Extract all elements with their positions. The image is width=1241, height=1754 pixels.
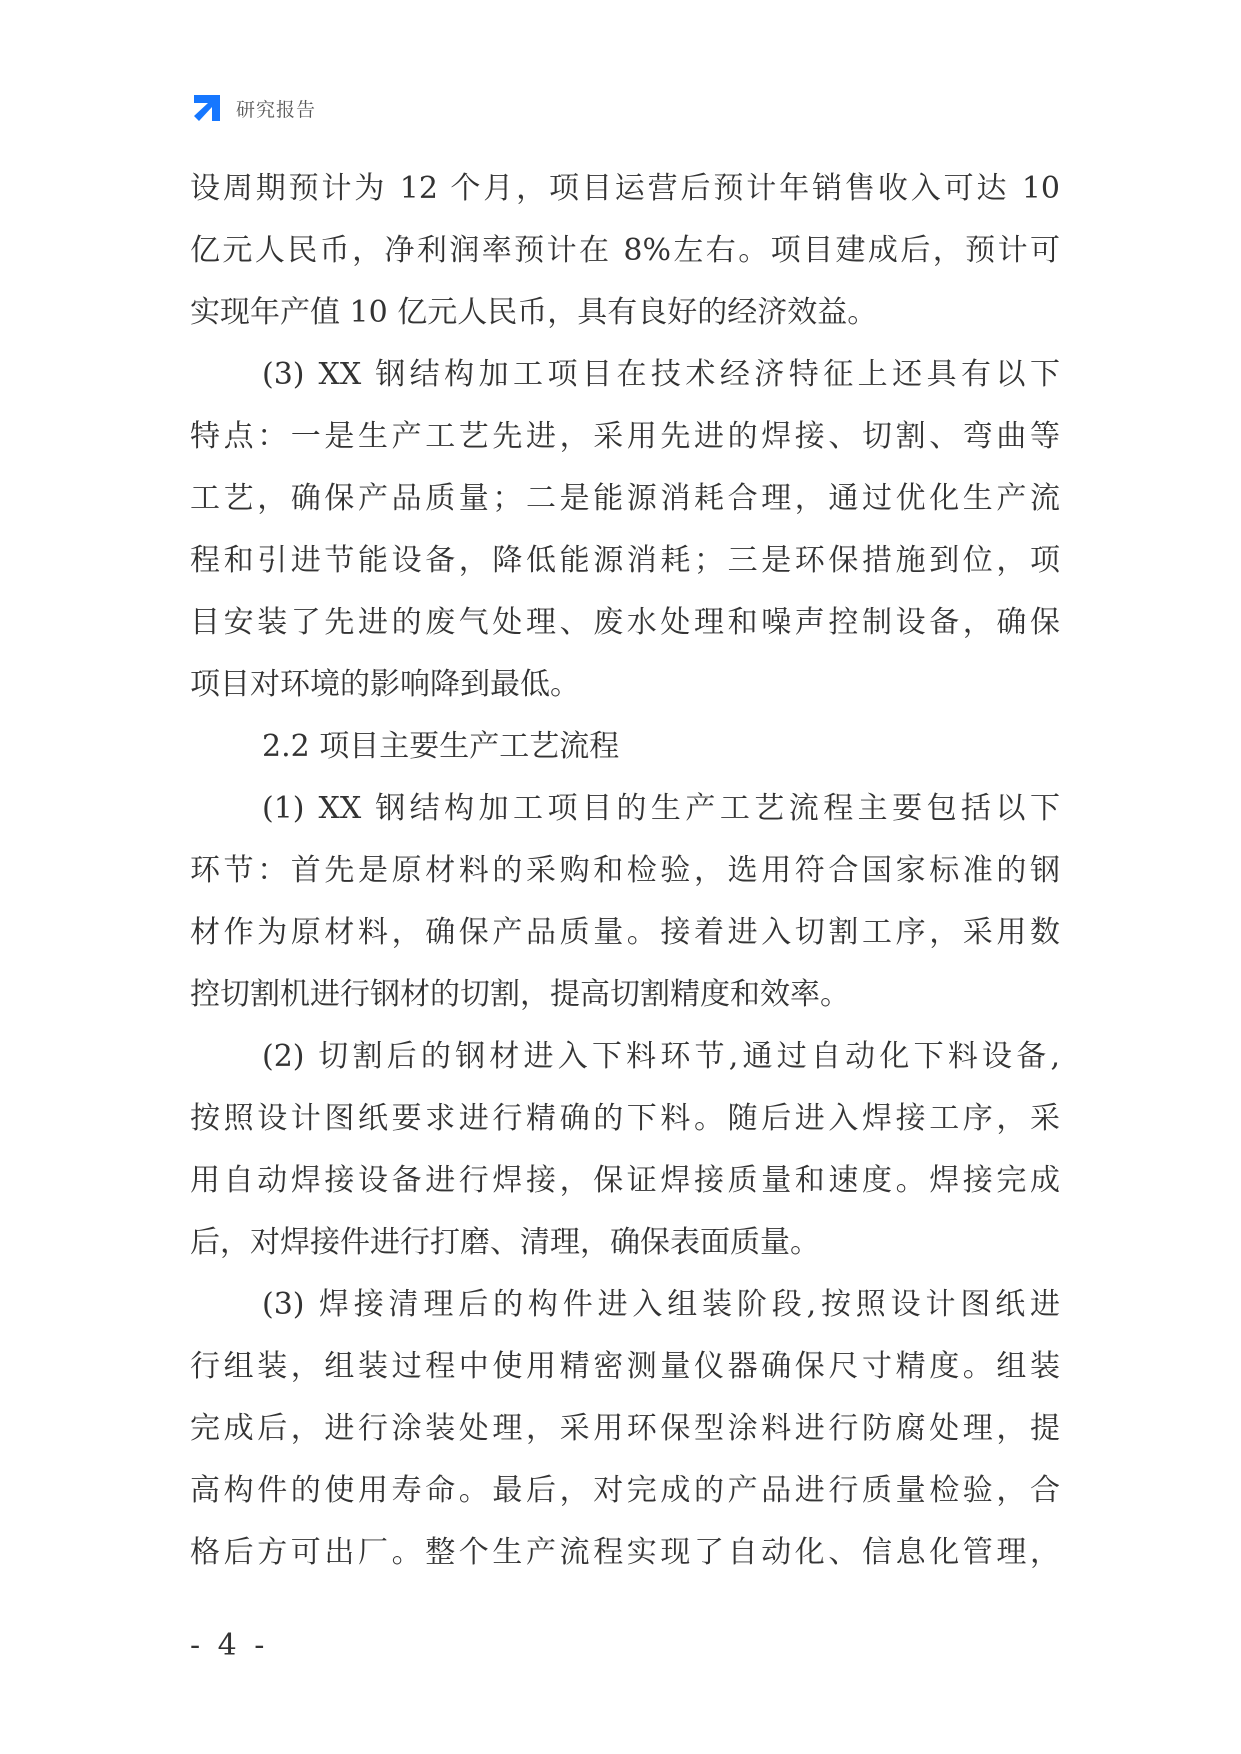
section-heading: 2.2 项目主要生产工艺流程 [262, 729, 620, 764]
text-line: 格后方可出厂。整个生产流程实现了自动化、信息化管理， [190, 1535, 1060, 1570]
text-line: 行组装，组装过程中使用精密测量仪器确保尺寸精度。组装 [190, 1349, 1060, 1384]
header-title: 研究报告 [236, 98, 317, 121]
text-line: (3) 焊接清理后的构件进入组装阶段,按照设计图纸进 [262, 1287, 1060, 1322]
text-line: 特点：一是生产工艺先进，采用先进的焊接、切割、弯曲等 [190, 419, 1060, 454]
text-line: 材作为原材料，确保产品质量。接着进入切割工序，采用数 [190, 915, 1060, 950]
text-line: 程和引进节能设备，降低能源消耗；三是环保措施到位，项 [190, 543, 1060, 578]
document-body [190, 158, 1060, 1584]
text-line: 实现年产值 10 亿元人民币，具有良好的经济效益。 [190, 295, 878, 330]
text-line: (3) XX 钢结构加工项目在技术经济特征上还具有以下 [262, 357, 1060, 392]
text-line: 按照设计图纸要求进行精确的下料。随后进入焊接工序，采 [190, 1101, 1060, 1136]
page-header [190, 88, 316, 128]
text-line: 用自动焊接设备进行焊接，保证焊接质量和速度。焊接完成 [190, 1163, 1060, 1198]
text-line: 控切割机进行钢材的切割，提高切割精度和效率。 [190, 977, 850, 1012]
text-line: 完成后，进行涂装处理，采用环保型涂料进行防腐处理，提 [190, 1411, 1060, 1446]
text-line: 后，对焊接件进行打磨、清理，确保表面质量。 [190, 1225, 820, 1260]
text-line: (2) 切割后的钢材进入下料环节,通过自动化下料设备, [262, 1039, 1060, 1074]
text-line: (1) XX 钢结构加工项目的生产工艺流程主要包括以下 [262, 791, 1060, 826]
text-line: 工艺，确保产品质量；二是能源消耗合理，通过优化生产流 [190, 481, 1060, 516]
text-line: 目安装了先进的废气处理、废水处理和噪声控制设备，确保 [190, 605, 1060, 640]
brand-arrow-icon [190, 91, 224, 125]
text-line: 高构件的使用寿命。最后，对完成的产品进行质量检验，合 [190, 1473, 1060, 1508]
page-number: - 4 - [190, 1628, 269, 1663]
text-line: 亿元人民币，净利润率预计在 8%左右。项目建成后，预计可 [190, 233, 1060, 268]
text-line: 设周期预计为 12 个月，项目运营后预计年销售收入可达 10 [190, 171, 1060, 206]
text-line: 环节：首先是原材料的采购和检验，选用符合国家标准的钢 [190, 853, 1060, 888]
text-line: 项目对环境的影响降到最低。 [190, 667, 580, 702]
